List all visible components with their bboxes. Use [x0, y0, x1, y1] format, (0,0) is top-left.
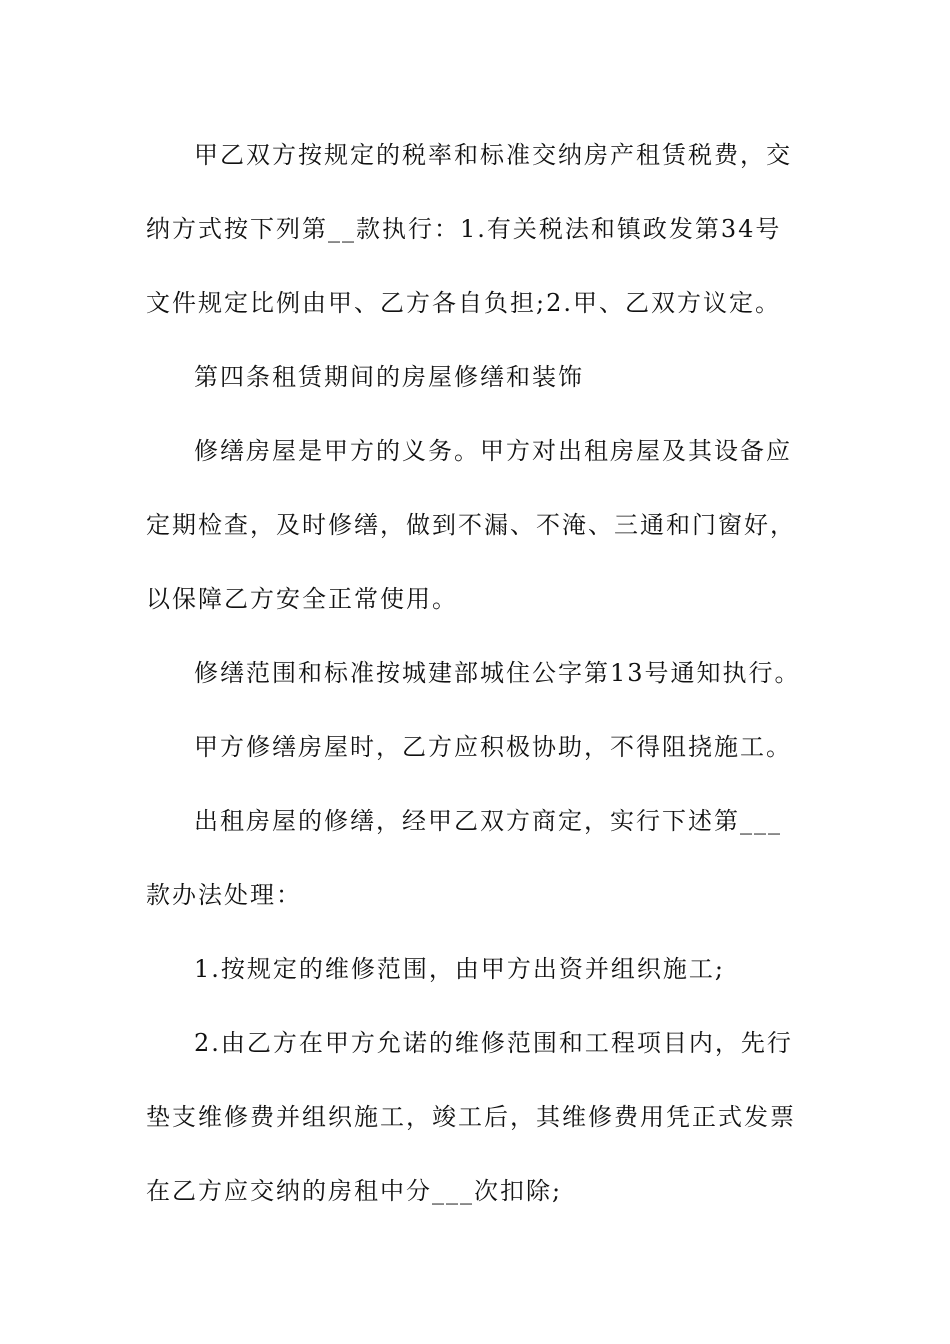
list-item-option-2: 2.由乙方在甲方允诺的维修范围和工程项目内，先行垫支维修费并组织施工，竣工后，其维修费用凭正式发票在乙方应交纳的房租中分___次扣除;	[146, 1029, 796, 1205]
paragraph-tenant-cooperation: 甲方修缮房屋时，乙方应积极协助，不得阻挠施工。	[194, 733, 792, 761]
paragraph-repair-scope: 修缮范围和标准按城建部城住公字第13号通知执行。	[194, 659, 801, 687]
section-heading-article-4: 第四条租赁期间的房屋修缮和装饰	[194, 363, 584, 391]
list-item-option-1: 1.按规定的维修范围，由甲方出资并组织施工;	[194, 955, 725, 983]
paragraph-repair-obligation: 修缮房屋是甲方的义务。甲方对出租房屋及其设备应定期检查，及时修缮，做到不漏、不淹、三通和门窗好，以保障乙方安全正常使用。	[146, 437, 796, 613]
paragraph-tax-payment: 甲乙双方按规定的税率和标准交纳房产租赁税费，交纳方式按下列第__款执行：1.有关税法和镇政发第34号文件规定比例由甲、乙方各自负担;2.甲、乙双方议定。	[146, 141, 792, 317]
paragraph-repair-method: 出租房屋的修缮，经甲乙双方商定，实行下述第___款办法处理：	[146, 807, 782, 909]
document-page	[146, 0, 806, 1228]
